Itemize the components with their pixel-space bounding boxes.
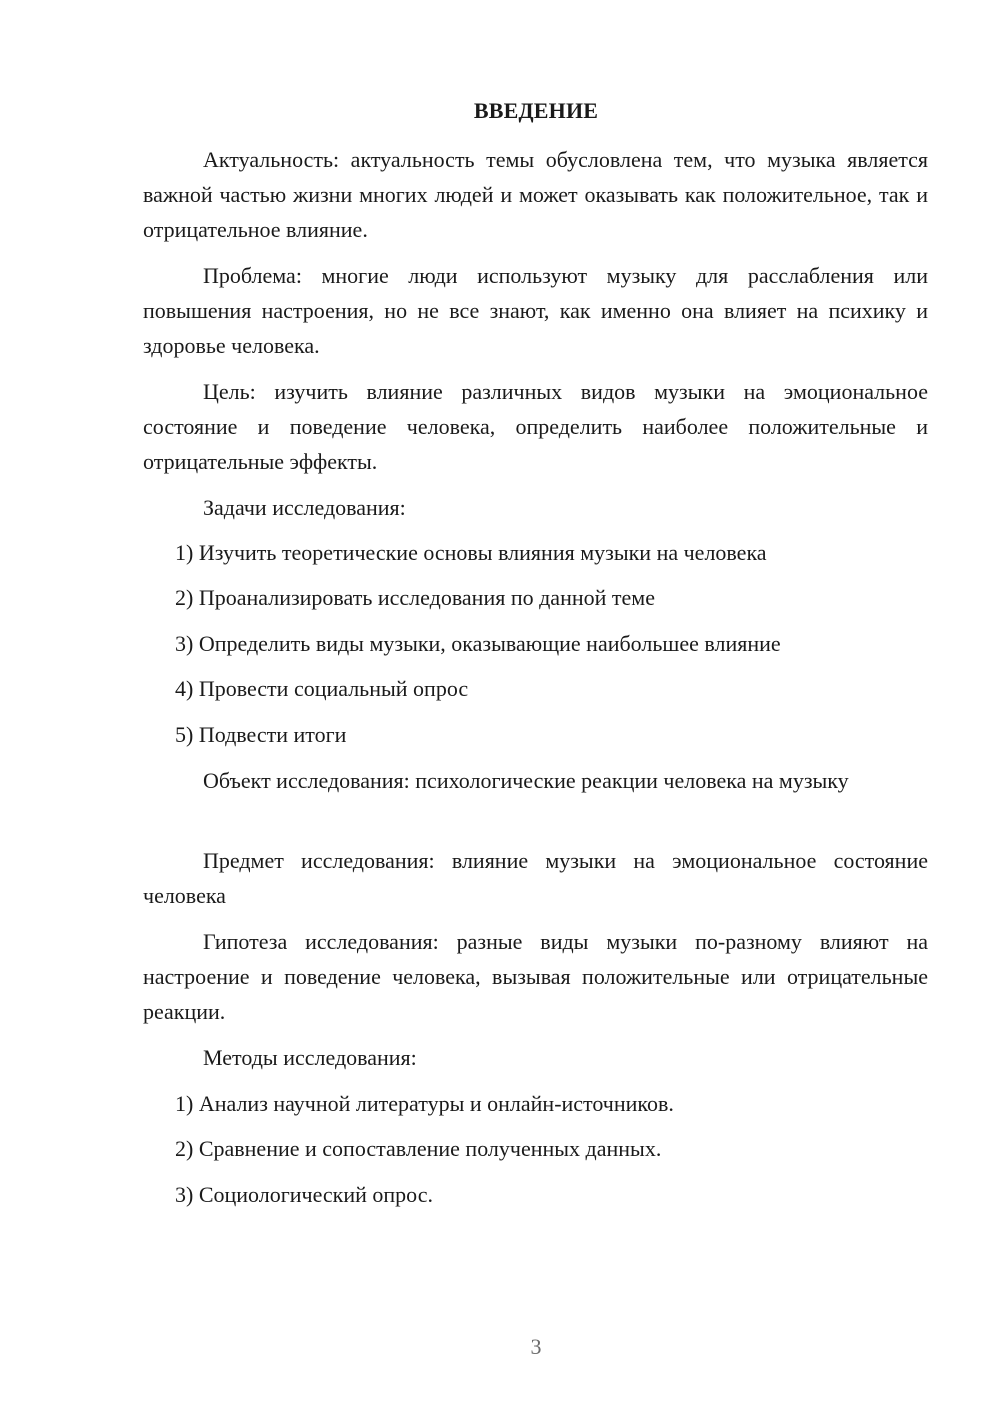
page-number: 3 — [530, 1334, 542, 1359]
task-item: 5) Подвести итоги — [175, 722, 347, 747]
method-item: 3) Социологический опрос. — [175, 1182, 433, 1207]
object-paragraph: Объект исследования: психологические реакции человека на музыку — [203, 768, 849, 793]
task-item: 3) Определить виды музыки, оказывающие наибольшее влияние — [175, 631, 781, 656]
task-item: 2) Проанализировать исследования по данной теме — [175, 585, 655, 610]
method-item: 2) Сравнение и сопоставление полученных данных. — [175, 1136, 662, 1161]
relevance-paragraph: Актуальность: актуальность темы обусловлена тем, что музыка является важной частью жизни многих людей и может оказывать как положительное, так и отрицательное влияние. — [143, 147, 928, 242]
task-item: 4) Провести социальный опрос — [175, 676, 469, 701]
methods-title: Методы исследования: — [203, 1045, 417, 1070]
hypothesis-paragraph: Гипотеза исследования: разные виды музыки по-разному влияют на настроение и поведение человека, вызывая положительные или отрицательные реакции. — [143, 929, 928, 1024]
goal-paragraph: Цель: изучить влияние различных видов музыки на эмоциональное состояние и поведение человека, определить наиболее положительные и отрицательные эффекты. — [143, 379, 928, 474]
tasks-title: Задачи исследования: — [203, 495, 406, 520]
task-item: 1) Изучить теоретические основы влияния музыки на человека — [175, 540, 767, 565]
subject-paragraph: Предмет исследования: влияние музыки на эмоциональное состояние человека — [143, 848, 928, 908]
method-item: 1) Анализ научной литературы и онлайн-источников. — [175, 1091, 674, 1116]
section-heading: ВВЕДЕНИЕ — [473, 98, 599, 123]
problem-paragraph: Проблема: многие люди используют музыку для расслабления или повышения настроения, но не все знают, как именно она влияет на психику и здоровье человека. — [143, 263, 928, 358]
